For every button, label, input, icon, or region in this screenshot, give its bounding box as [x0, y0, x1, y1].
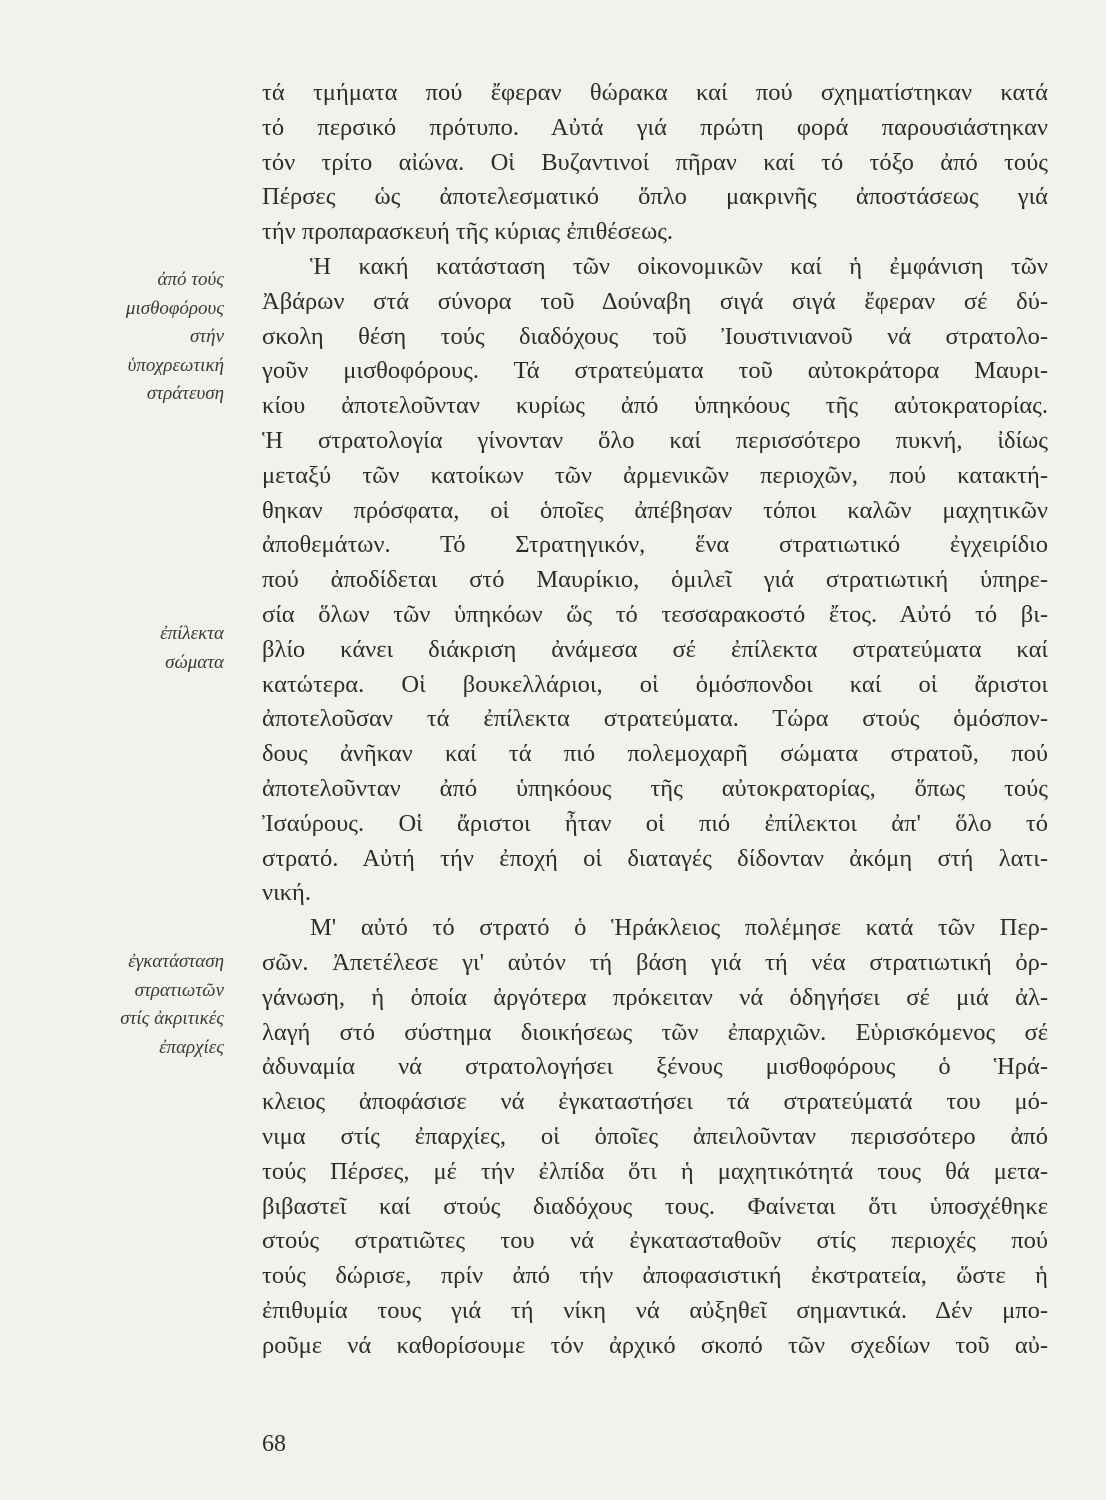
- text-line: κατώτερα. Οἱ βουκελλάριοι, οἱ ὁμόσπονδοι καί οἱ ἄριστοι: [262, 670, 1048, 698]
- text-line: ἀποτελοῦσαν τά ἐπίλεκτα στρατεύματα. Τώρα στούς ὁμόσπον-: [262, 705, 1048, 733]
- text-line: νική.: [262, 879, 311, 907]
- text-line: Πέρσες ὡς ἀποτελεσματικό ὅπλο μακρινῆς ἀποστάσεως γιά: [262, 183, 1048, 211]
- page-number: 68: [262, 1431, 286, 1457]
- text-line: ἀποτελοῦνταν ἀπό ὑπηκόους τῆς αὐτοκρατορίας, ὅπως τούς: [262, 774, 1048, 802]
- text-line: Ἰσαύρους. Οἱ ἄριστοι ἦταν οἱ πιό ἐπίλεκτοι ἀπ' ὅλο τό: [262, 809, 1048, 837]
- margin-note-mercenaries: [64, 266, 224, 409]
- margin-note-line: ὑποχρεωτική: [127, 354, 224, 376]
- text-line: σία ὅλων τῶν ὑπηκόων ὥς τό τεσσαρακοστό ἔτος. Αὐτό τό βι-: [262, 600, 1048, 628]
- text-line: λαγή στό σύστημα διοικήσεως τῶν ἐπαρχιῶν. Εὑρισκόμενος σέ: [262, 1018, 1048, 1046]
- paragraph-2: [262, 250, 1048, 911]
- text-line: Ἡ στρατολογία γίνονταν ὅλο καί περισσότερο πυκνή, ἰδίως: [262, 426, 1048, 454]
- text-line: στούς στρατιῶτες του νά ἐγκατασταθοῦν στίς περιοχές πού: [262, 1227, 1048, 1255]
- text-line: ἐπιθυμία τους γιά τή νίκη νά αὐξηθεῖ σημαντικά. Δέν μπο-: [262, 1296, 1048, 1324]
- text-line: κλειος ἀποφάσισε νά ἐγκαταστήσει τά στρατεύματά του μό-: [262, 1088, 1048, 1116]
- margin-note-line: μισθοφόρους: [125, 297, 224, 319]
- text-line: Μ' αὐτό τό στρατό ὁ Ἡράκλειος πολέμησε κατά τῶν Περ-: [310, 914, 1048, 942]
- margin-note-line: ἐγκατάσταση: [128, 951, 224, 972]
- margin-note-line: στράτευση: [146, 383, 224, 404]
- text-line: ἀποθεμάτων. Τό Στρατηγικόν, ἕνα στρατιωτικό ἐγχειρίδιο: [262, 531, 1048, 559]
- text-line: τούς Πέρσες, μέ τήν ἐλπίδα ὅτι ἡ μαχητικότητά τους θά μετα-: [262, 1157, 1048, 1185]
- text-line: πού ἀποδίδεται στό Μαυρίκιο, ὁμιλεῖ γιά στρατιωτική ὑπηρε-: [262, 566, 1048, 594]
- text-line: ροῦμε νά καθορίσουμε τόν ἀρχικό σκοπό τῶν σχεδίων τοῦ αὐ-: [262, 1331, 1048, 1359]
- text-line: μεταξύ τῶν κατοίκων τῶν ἀρμενικῶν περιοχῶν, πού κατακτή-: [262, 461, 1048, 489]
- text-line: νιμα στίς ἐπαρχίες, οἱ ὁποῖες ἀπειλοῦνταν περισσότερο ἀπό: [262, 1122, 1048, 1150]
- margin-note-line: στίς ἀκριτικές: [120, 1008, 224, 1029]
- margin-note-line: ἐπαρχίες: [159, 1036, 224, 1058]
- margin-note-line: ἐπίλεκτα: [160, 623, 224, 644]
- margin-note-settlement: [64, 948, 224, 1062]
- paragraph-3: [262, 911, 1048, 1363]
- main-text: [262, 76, 1048, 1363]
- text-line: σῶν. Ἀπετέλεσε γι' αὐτόν τή βάση γιά τή νέα στρατιωτική ὀρ-: [262, 948, 1048, 976]
- margin-note-line: ἀπό τούς: [157, 269, 224, 290]
- text-line: κίου ἀποτελοῦνταν κυρίως ἀπό ὑπηκόους τῆς αὐτοκρατορίας.: [262, 392, 1048, 420]
- text-line: γάνωση, ἡ ὁποία ἀργότερα πρόκειταν νά ὁδηγήσει σέ μιά ἀλ-: [262, 983, 1048, 1011]
- margin-note-line: στρατιωτῶν: [134, 979, 224, 1001]
- text-line: Ἀβάρων στά σύνορα τοῦ Δούναβη σιγά σιγά ἔφεραν σέ δύ-: [262, 287, 1048, 315]
- paragraph-1: [262, 76, 1048, 250]
- text-line: Ἡ κακή κατάσταση τῶν οἰκονομικῶν καί ἡ ἐμφάνιση τῶν: [310, 252, 1048, 280]
- text-line: τό περσικό πρότυπο. Αὐτά γιά πρώτη φορά παρουσιάστηκαν: [262, 113, 1048, 141]
- margin-note-line: στήν: [189, 326, 224, 347]
- text-line: τά τμήματα πού ἔφεραν θώρακα καί πού σχηματίστηκαν κατά: [262, 79, 1048, 106]
- text-line: τόν τρίτο αἰώνα. Οἱ Βυζαντινοί πῆραν καί τό τόξο ἀπό τούς: [262, 148, 1048, 176]
- text-line: γοῦν μισθοφόρους. Τά στρατεύματα τοῦ αὐτοκράτορα Μαυρι-: [262, 357, 1048, 385]
- text-line: βλίο κάνει διάκριση ἀνάμεσα σέ ἐπίλεκτα στρατεύματα καί: [262, 635, 1048, 663]
- text-line: τήν προπαρασκευή τῆς κύριας ἐπιθέσεως.: [262, 218, 674, 246]
- text-line: στρατό. Αὐτή τήν ἐποχή οἱ διαταγές δίδονταν ἀκόμη στή λατι-: [262, 844, 1048, 872]
- text-line: βιβαστεῖ καί στούς διαδόχους τους. Φαίνεται ὅτι ὑποσχέθηκε: [262, 1192, 1048, 1220]
- margin-note-elite-corps: [64, 620, 224, 677]
- text-line: θηκαν πρόσφατα, οἱ ὁποῖες ἀπέβησαν τόποι καλῶν μαχητικῶν: [262, 496, 1048, 524]
- text-line: σκολη θέση τούς διαδόχους τοῦ Ἰουστινιανοῦ νά στρατολο-: [262, 322, 1048, 350]
- text-line: τούς δώρισε, πρίν ἀπό τήν ἀποφασιστική ἐκστρατεία, ὥστε ἡ: [262, 1262, 1048, 1290]
- margin-note-line: σώματα: [165, 651, 224, 673]
- text-line: δους ἀνῆκαν καί τά πιό πολεμοχαρῆ σώματα στρατοῦ, πού: [262, 740, 1048, 768]
- text-line: ἀδυναμία νά στρατολογήσει ξένους μισθοφόρους ὁ Ἡρά-: [262, 1053, 1048, 1081]
